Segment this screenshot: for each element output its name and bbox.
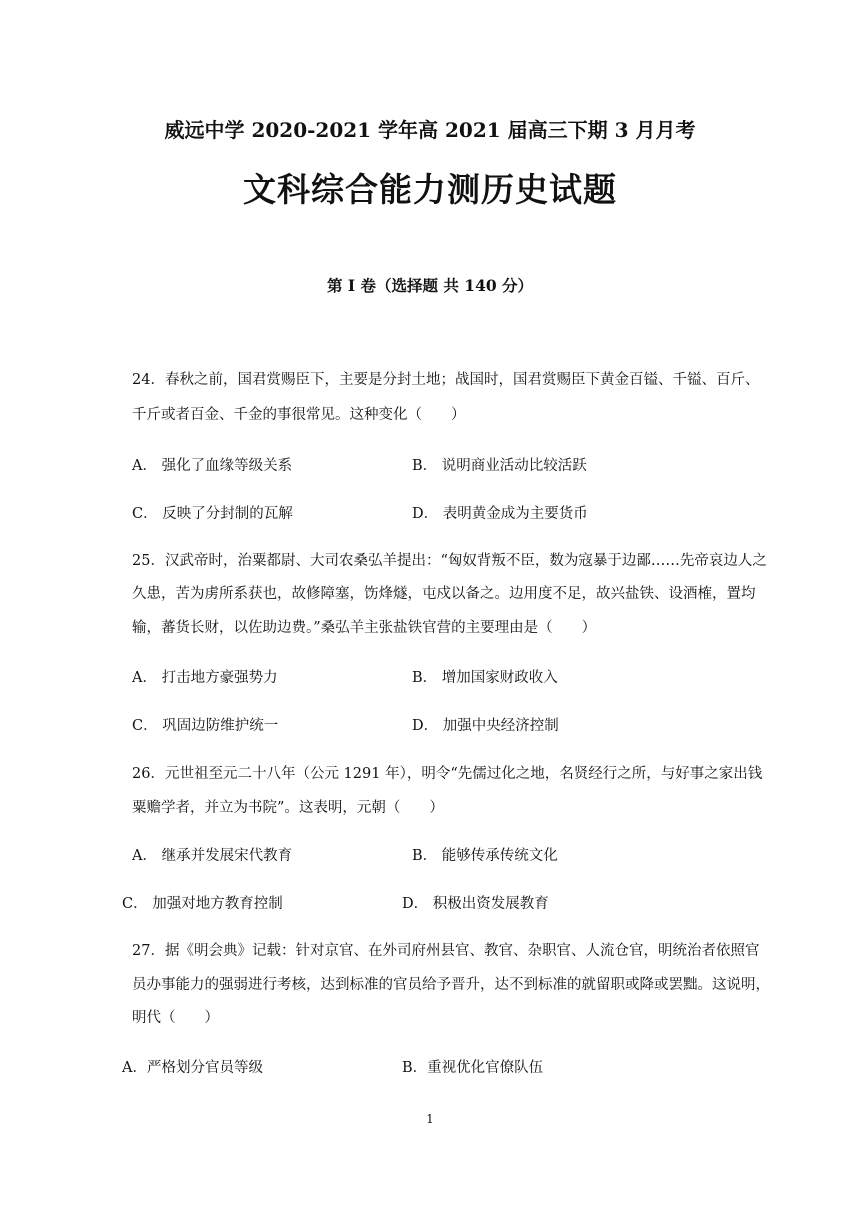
question-25-line-2: 久患，苦为虏所系获也，故修障塞，饬烽燧，屯戍以备之。边用度不足，故兴盐铁、设酒榷，置均 — [132, 586, 756, 602]
question-26-option-d: D． 积极出资发展教育 — [402, 896, 549, 912]
section-heading: 第 I 卷（选择题 共 140 分） — [326, 276, 534, 295]
question-26-option-c: C． 加强对地方教育控制 — [122, 896, 283, 912]
question-25-option-b: B． 增加国家财政收入 — [412, 670, 558, 686]
question-26-option-a: A． 继承并发展宋代教育 — [132, 848, 293, 864]
question-25-line-3: 输，蕃货长财，以佐助边费。”桑弘羊主张盐铁官营的主要理由是（ ） — [132, 620, 597, 636]
question-27-option-a: A．严格划分官员等级 — [122, 1060, 263, 1076]
exam-title-line1: 威远中学 2020-2021 学年高 2021 届高三下期 3 月月考 — [164, 118, 696, 142]
question-24-option-d: D． 表明黄金成为主要货币 — [412, 506, 588, 522]
question-27-line-2: 员办事能力的强弱进行考核，达到标准的官员给予晋升，达不到标准的就留职或降或罢黜。这说明， — [132, 977, 770, 993]
question-27-line-1: 27．据《明会典》记载：针对京官、在外司府州县官、教官、杂职官、人流仓官，明统治者依照官 — [132, 943, 760, 959]
question-24-line-2: 千斤或者百金、千金的事很常见。这种变化（ ） — [132, 407, 466, 423]
question-25-option-c: C． 巩固边防维护统一 — [132, 718, 279, 734]
question-24-line-1: 24．春秋之前，国君赏赐臣下，主要是分封土地；战国时，国君赏赐臣下黄金百镒、千镒、百斤、 — [132, 372, 760, 388]
question-25-option-a: A． 打击地方豪强势力 — [132, 670, 278, 686]
question-26-line-1: 26．元世祖至元二十八年（公元 1291 年），明令“先儒过化之地，名贤经行之所，与好事之家出钱 — [132, 766, 763, 782]
exam-title-line2: 文科综合能力测历史试题 — [243, 170, 617, 209]
question-27-line-3: 明代（ ） — [132, 1010, 219, 1026]
question-26-option-b: B． 能够传承传统文化 — [412, 848, 558, 864]
question-24-option-a: A． 强化了血缘等级关系 — [132, 458, 293, 474]
page-number: 1 — [426, 1112, 434, 1126]
question-25-option-d: D． 加强中央经济控制 — [412, 718, 559, 734]
question-24-option-c: C． 反映了分封制的瓦解 — [132, 506, 293, 522]
question-26-line-2: 粟赡学者，并立为书院”。这表明，元朝（ ） — [132, 800, 444, 816]
question-25-line-1: 25．汉武帝时，治粟都尉、大司农桑弘羊提出：“匈奴背叛不臣，数为寇暴于边鄙……先帝哀边人之 — [132, 553, 767, 569]
question-24-option-b: B． 说明商业活动比较活跃 — [412, 458, 587, 474]
question-27-option-b: B．重视优化官僚队伍 — [402, 1060, 544, 1076]
